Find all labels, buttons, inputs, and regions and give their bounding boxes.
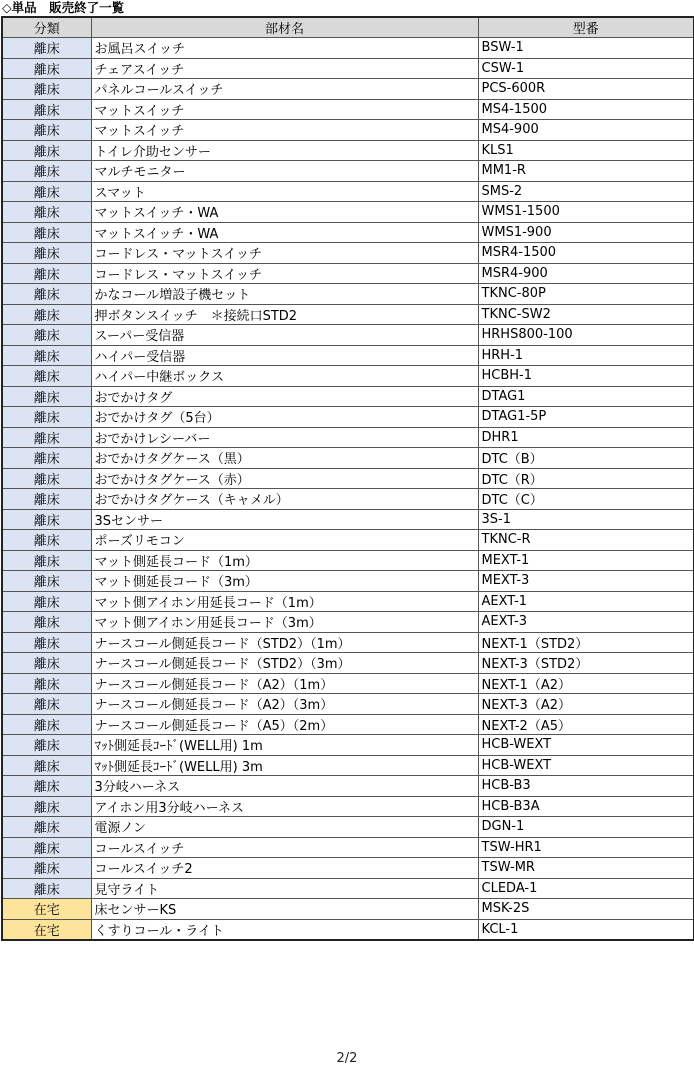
category-cell: 離床 [2,38,91,59]
table-row [2,571,694,592]
part-name-cell: マットスイッチ・WA [91,222,478,243]
model-cell: MEXT-3 [478,571,694,592]
part-name-cell: おでかけタグケース（赤） [91,468,478,489]
model-cell: MS4-900 [478,120,694,141]
category-cell: 離床 [2,796,91,817]
model-cell: HCB-B3A [478,796,694,817]
part-name-cell: マット側延長コード（3m） [91,571,478,592]
category-cell: 離床 [2,243,91,264]
part-name-cell: ナースコール側延長コード（STD2）（1m） [91,632,478,653]
table-row [2,858,694,879]
page-title: ◇単品 販売終了一覧 [2,0,125,15]
model-cell: BSW-1 [478,38,694,59]
part-name-cell: スーパー受信器 [91,325,478,346]
category-cell: 離床 [2,509,91,530]
part-name-cell: マットスイッチ・WA [91,202,478,223]
category-cell: 離床 [2,79,91,100]
model-cell: KCL-1 [478,919,694,940]
category-cell: 離床 [2,776,91,797]
model-cell: MEXT-1 [478,550,694,571]
model-cell: NEXT-1（STD2） [478,632,694,653]
part-name-cell: かなコール増設子機セット [91,284,478,305]
table-row [2,878,694,899]
category-cell: 在宅 [2,919,91,940]
table-row [2,181,694,202]
table-row [2,899,694,920]
category-cell: 離床 [2,550,91,571]
category-cell: 離床 [2,612,91,633]
category-cell: 離床 [2,161,91,182]
model-cell: CLEDA-1 [478,878,694,899]
model-cell: DTC（R） [478,468,694,489]
part-name-cell: ハイパー中継ボックス [91,366,478,387]
category-cell: 離床 [2,181,91,202]
category-cell: 離床 [2,202,91,223]
category-cell: 離床 [2,58,91,79]
part-name-cell: ナースコール側延長コード（A2）（3m） [91,694,478,715]
category-cell: 離床 [2,386,91,407]
table-row [2,714,694,735]
part-name-cell: コードレス・マットスイッチ [91,263,478,284]
category-cell: 離床 [2,632,91,653]
model-cell: TKNC-80P [478,284,694,305]
part-name-cell: コールスイッチ [91,837,478,858]
table-row [2,427,694,448]
part-name-cell: 押ボタンスイッチ ＊接続口STD2 [91,304,478,325]
table-row [2,468,694,489]
model-cell: TSW-HR1 [478,837,694,858]
table-row [2,509,694,530]
model-cell: DTAG1-5P [478,407,694,428]
part-name-cell: ﾏｯﾄ側延長ｺｰﾄﾞ(WELL用) 1m [91,735,478,756]
model-cell: MS4-1500 [478,99,694,120]
table-row [2,489,694,510]
part-name-cell: ハイパー受信器 [91,345,478,366]
model-cell: DTC（B） [478,448,694,469]
model-cell: HRHS800-100 [478,325,694,346]
category-cell: 離床 [2,407,91,428]
part-name-cell: ナースコール側延長コード（A2）（1m） [91,673,478,694]
model-cell: AEXT-1 [478,591,694,612]
category-cell: 離床 [2,99,91,120]
category-cell: 離床 [2,140,91,161]
category-cell: 離床 [2,448,91,469]
part-name-cell: アイホン用3分岐ハーネス [91,796,478,817]
model-cell: TSW-MR [478,858,694,879]
table-row [2,653,694,674]
part-name-cell: おでかけレシーバー [91,427,478,448]
table-row [2,776,694,797]
model-cell: PCS-600R [478,79,694,100]
category-cell: 離床 [2,263,91,284]
table-row [2,243,694,264]
table-row [2,140,694,161]
table-row [2,530,694,551]
category-cell: 離床 [2,366,91,387]
category-cell: 離床 [2,858,91,879]
part-name-cell: マット側延長コード（1m） [91,550,478,571]
part-name-cell: 3分岐ハーネス [91,776,478,797]
category-cell: 離床 [2,755,91,776]
model-cell: SMS-2 [478,181,694,202]
category-cell: 離床 [2,653,91,674]
model-cell: TKNC-SW2 [478,304,694,325]
model-cell: DTC（C） [478,489,694,510]
category-cell: 離床 [2,673,91,694]
column-header-category: 分類 [2,17,91,38]
table-body [2,38,694,941]
model-cell: NEXT-2（A5） [478,714,694,735]
model-cell: HCB-WEXT [478,735,694,756]
table-row [2,325,694,346]
part-name-cell: ﾏｯﾄ側延長ｺｰﾄﾞ(WELL用) 3m [91,755,478,776]
model-cell: DHR1 [478,427,694,448]
part-name-cell: 3Sセンサー [91,509,478,530]
part-name-cell: ポーズリモコン [91,530,478,551]
category-cell: 離床 [2,489,91,510]
part-name-cell: トイレ介助センサー [91,140,478,161]
category-cell: 離床 [2,345,91,366]
model-cell: HCB-B3 [478,776,694,797]
table-row [2,612,694,633]
category-cell: 離床 [2,878,91,899]
table-row [2,120,694,141]
model-cell: HCBH-1 [478,366,694,387]
category-cell: 離床 [2,694,91,715]
part-name-cell: コールスイッチ2 [91,858,478,879]
table-row [2,263,694,284]
model-cell: MSR4-1500 [478,243,694,264]
model-cell: MM1-R [478,161,694,182]
table-row [2,755,694,776]
table-row [2,632,694,653]
table-row [2,407,694,428]
part-name-cell: 床センサーKS [91,899,478,920]
category-cell: 離床 [2,530,91,551]
category-cell: 離床 [2,427,91,448]
category-cell: 離床 [2,817,91,838]
part-name-cell: くすりコール・ライト [91,919,478,940]
category-cell: 離床 [2,120,91,141]
category-cell: 離床 [2,468,91,489]
category-cell: 離床 [2,571,91,592]
model-cell: HRH-1 [478,345,694,366]
part-name-cell: マルチモニター [91,161,478,182]
table-row [2,673,694,694]
part-name-cell: おでかけタグケース（黒） [91,448,478,469]
table-row [2,99,694,120]
part-name-cell: おでかけタグケース（キャメル） [91,489,478,510]
model-cell: DTAG1 [478,386,694,407]
table-row [2,796,694,817]
part-name-cell: マット側アイホン用延長コード（1m） [91,591,478,612]
category-cell: 離床 [2,837,91,858]
category-cell: 離床 [2,325,91,346]
model-cell: DGN-1 [478,817,694,838]
part-name-cell: おでかけタグ [91,386,478,407]
part-name-cell: マットスイッチ [91,99,478,120]
model-cell: 3S-1 [478,509,694,530]
part-name-cell: 電源ノン [91,817,478,838]
part-name-cell: パネルコールスイッチ [91,79,478,100]
model-cell: NEXT-3（STD2） [478,653,694,674]
part-name-cell: 見守ライト [91,878,478,899]
table-row [2,304,694,325]
category-cell: 離床 [2,591,91,612]
part-name-cell: ナースコール側延長コード（STD2）（3m） [91,653,478,674]
table-row [2,345,694,366]
model-cell: HCB-WEXT [478,755,694,776]
model-cell: WMS1-900 [478,222,694,243]
column-header-model: 型番 [478,17,694,38]
table-row [2,366,694,387]
table-row [2,202,694,223]
part-name-cell: お風呂スイッチ [91,38,478,59]
model-cell: TKNC-R [478,530,694,551]
model-cell: CSW-1 [478,58,694,79]
category-cell: 離床 [2,714,91,735]
part-name-cell: チェアスイッチ [91,58,478,79]
category-cell: 離床 [2,304,91,325]
part-name-cell: おでかけタグ（5台） [91,407,478,428]
part-name-cell: スマット [91,181,478,202]
part-name-cell: マット側アイホン用延長コード（3m） [91,612,478,633]
model-cell: NEXT-1（A2） [478,673,694,694]
page-number: 2/2 [336,1051,358,1066]
part-name-cell: マットスイッチ [91,120,478,141]
table-row [2,284,694,305]
table-row [2,79,694,100]
model-cell: AEXT-3 [478,612,694,633]
table-row [2,837,694,858]
table-row [2,817,694,838]
table-row [2,591,694,612]
table-row [2,58,694,79]
model-cell: WMS1-1500 [478,202,694,223]
table-row [2,448,694,469]
model-cell: MSK-2S [478,899,694,920]
table-row [2,38,694,59]
table-row [2,386,694,407]
table-row [2,550,694,571]
discontinued-products-table [1,16,694,941]
model-cell: NEXT-3（A2） [478,694,694,715]
table-row [2,919,694,940]
column-header-part-name: 部材名 [91,17,478,38]
table-row [2,161,694,182]
category-cell: 離床 [2,284,91,305]
table-row [2,222,694,243]
part-name-cell: コードレス・マットスイッチ [91,243,478,264]
model-cell: MSR4-900 [478,263,694,284]
table-row [2,694,694,715]
table-row [2,735,694,756]
table-header-row [2,17,694,38]
category-cell: 在宅 [2,899,91,920]
part-name-cell: ナースコール側延長コード（A5）（2m） [91,714,478,735]
category-cell: 離床 [2,222,91,243]
category-cell: 離床 [2,735,91,756]
model-cell: KLS1 [478,140,694,161]
